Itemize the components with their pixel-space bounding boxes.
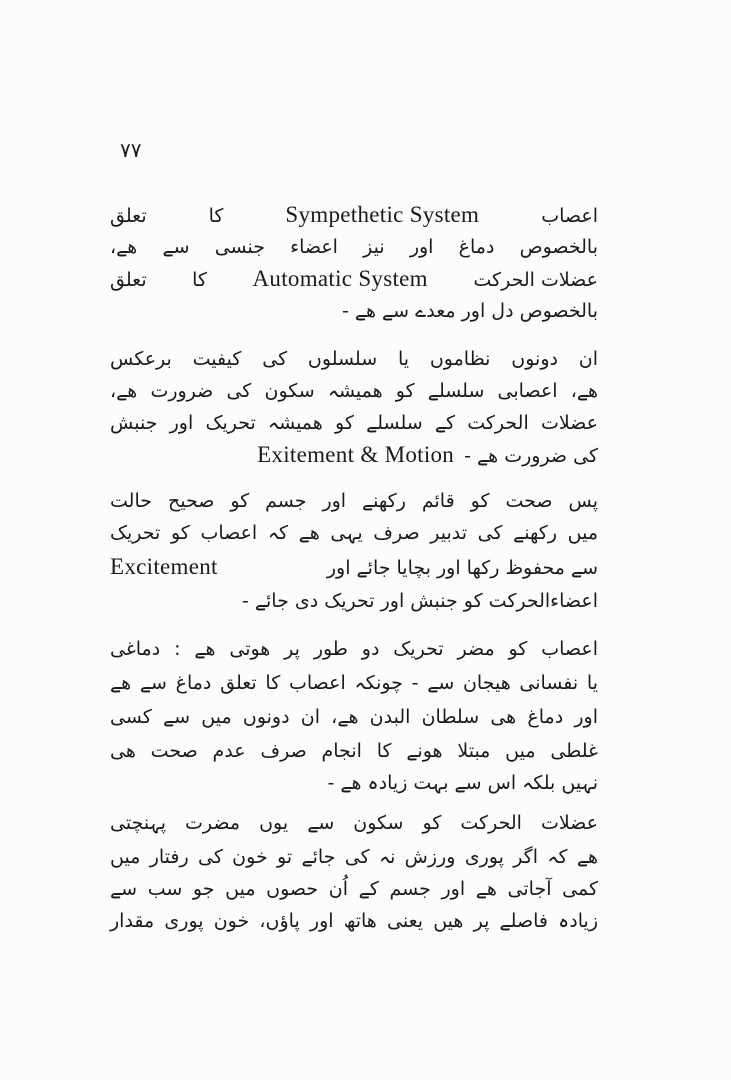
paragraph-4-line-3: اور دماغ ھی سلطان البدن ھے، ان دونوں میں سے کسی bbox=[110, 706, 598, 728]
paragraph-3-line-3 bbox=[110, 552, 598, 582]
paragraph-5-line-2: ھے کہ اگر پوری ورزش نہ کی جائے تو خون کی رفتار میں bbox=[110, 846, 598, 868]
english-term: Automatic System bbox=[252, 266, 428, 291]
line-text-segment: تعلق bbox=[110, 205, 147, 227]
paragraph-5-line-3: کمی آجاتی ھے اور جسم کے اُن حصوں میں جو سب سے bbox=[110, 878, 598, 900]
paragraph-2-line-2: ھے، اعصابی سلسلے کو ھمیشہ سکون کی ضرورت ھے، bbox=[110, 380, 598, 402]
line-text-segment: کا bbox=[192, 269, 207, 291]
paragraph-1-line-2: بالخصوص دماغ اور نیز اعضاء جنسی سے ھے، bbox=[110, 236, 598, 258]
paragraph-5-line-1: عضلات الحرکت کو سکون سے یوں مضرت پہنچتی bbox=[110, 812, 598, 834]
english-term: Sympethetic System bbox=[285, 202, 480, 227]
paragraph-3-line-4: اعضاءالحرکت کو جنبش اور تحریک دی جائے - bbox=[241, 590, 598, 612]
english-term: Excitement bbox=[110, 554, 218, 579]
line-text-segment: سے محفوظ رکھا اور بچایا جائے اور bbox=[326, 557, 598, 579]
paragraph-4-line-4: غلطی میں مبتلا ھونے کا انجام صرف عدم صحت ھی bbox=[110, 740, 598, 762]
paragraph-1-line-3 bbox=[110, 264, 598, 294]
paragraph-5-line-4: زیادہ فاصلے پر ھیں یعنی ھاتھ اور پاؤں، خون پوری مقدار bbox=[110, 910, 598, 932]
paragraph-2-line-1: ان دونوں نظاموں یا سلسلوں کی کیفیت برعکس bbox=[110, 348, 598, 370]
line-text-segment: تعلق bbox=[110, 269, 147, 291]
paragraph-2-line-4 bbox=[110, 440, 598, 470]
line-text-segment: عضلات الحرکت bbox=[473, 269, 598, 291]
paragraph-4-line-2: یا نفسانی ھیجان سے - چونکہ اعصاب کا تعلق دماغ سے ھے bbox=[110, 672, 598, 694]
paragraph-2-line-3: عضلات الحرکت کے سلسلے کو ھمیشہ تحریک اور جنبش bbox=[110, 412, 598, 434]
english-term: Exitement & Motion bbox=[257, 442, 455, 467]
paragraph-3-line-2: میں رکھنے کی تدبیر صرف یہی ھے کہ اعصاب کو تحریک bbox=[110, 522, 598, 544]
paragraph-4-line-5: نہیں بلکہ اس سے بہت زیادہ ھے - bbox=[327, 772, 598, 794]
page-number: ۷۷ bbox=[120, 138, 142, 162]
paragraph-3-line-1: پس صحت کو قائم رکھنے اور جسم کو صحیح حالت bbox=[110, 490, 598, 512]
line-text-segment: کا bbox=[208, 205, 224, 227]
paragraph-4-line-1: اعصاب کو مضر تحریک دو طور پر ھوتی ھے : دماغی bbox=[110, 638, 598, 660]
paragraph-1-line-4: بالخصوص دل اور معدے سے ھے - bbox=[341, 300, 598, 322]
line-text-segment: اعصاب bbox=[541, 205, 598, 227]
paragraph-1-line-1 bbox=[110, 200, 598, 230]
line-text-segment: کی ضرورت ھے - bbox=[464, 445, 598, 467]
